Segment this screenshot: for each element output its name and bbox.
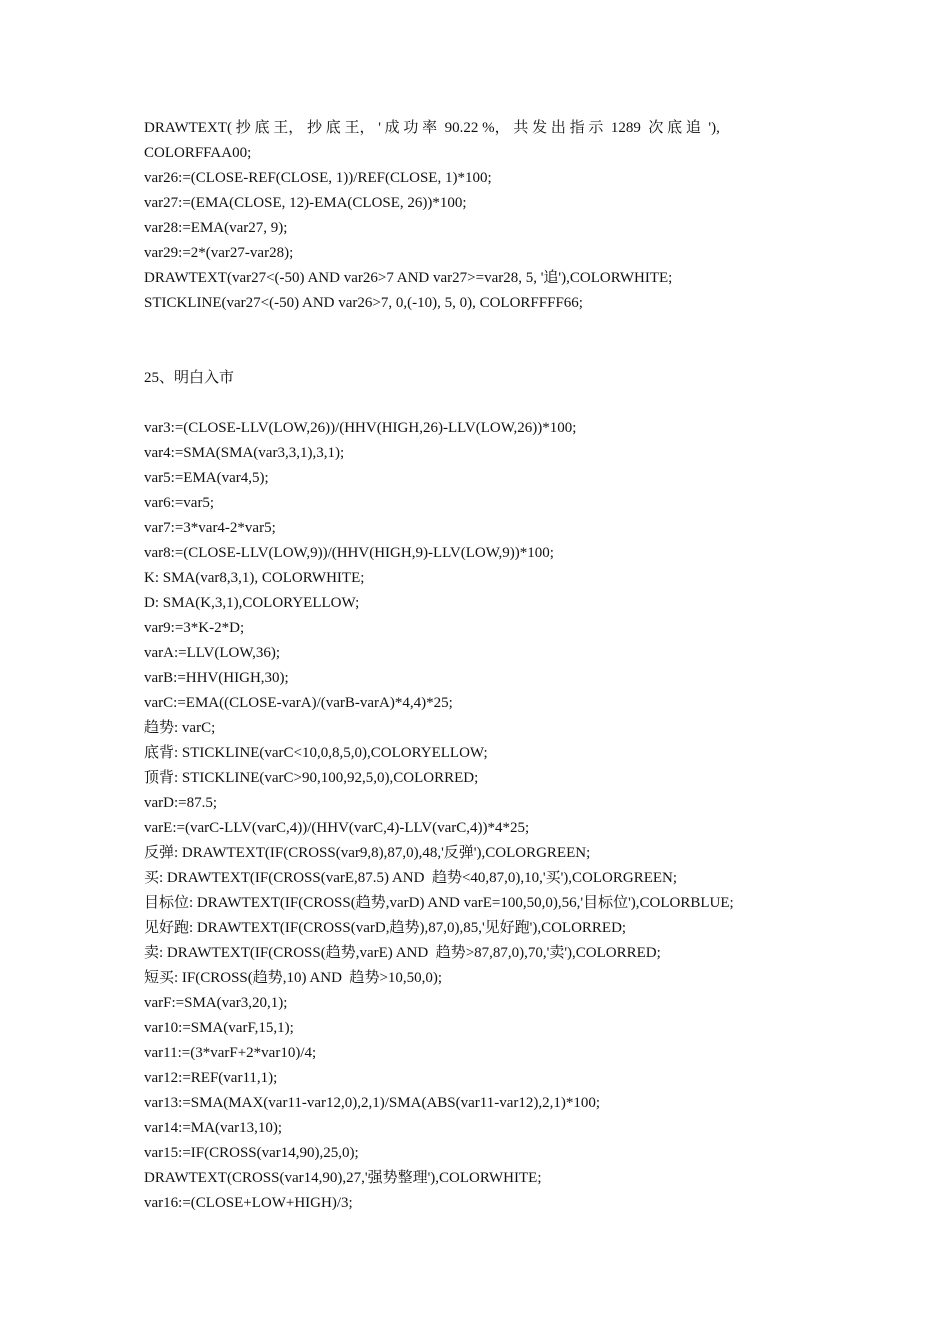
code-line: 目标位: DRAWTEXT(IF(CROSS(趋势,varD) AND varE=100,50,0),56,'目标位'),COLORBLUE; xyxy=(144,895,734,911)
code-line: var10:=SMA(varF,15,1); xyxy=(144,1020,294,1036)
code-line: DRAWTEXT(CROSS(var14,90),27,'强势整理'),COLORWHITE; xyxy=(144,1170,542,1186)
code-line: var29:=2*(var27-var28); xyxy=(144,245,294,261)
code-line: DRAWTEXT(var27<(-50) AND var26>7 AND var27>=var28, 5, '追'),COLORWHITE; xyxy=(144,270,673,286)
code-line: var7:=3*var4-2*var5; xyxy=(144,520,276,536)
code-line: var4:=SMA(SMA(var3,3,1),3,1); xyxy=(144,445,345,461)
code-line: 趋势: varC; xyxy=(144,720,216,736)
code-line: var8:=(CLOSE-LLV(LOW,9))/(HHV(HIGH,9)-LLV(LOW,9))*100; xyxy=(144,545,554,561)
code-line: var3:=(CLOSE-LLV(LOW,26))/(HHV(HIGH,26)-LLV(LOW,26))*100; xyxy=(144,420,577,436)
code-line: varE:=(varC-LLV(varC,4))/(HHV(varC,4)-LLV(varC,4))*4*25; xyxy=(144,820,530,836)
code-line: var5:=EMA(var4,5); xyxy=(144,470,269,486)
code-line: 短买: IF(CROSS(趋势,10) AND 趋势>10,50,0); xyxy=(144,970,443,986)
code-line: var13:=SMA(MAX(var11-var12,0),2,1)/SMA(ABS(var11-var12),2,1)*100; xyxy=(144,1095,601,1111)
code-line: var12:=REF(var11,1); xyxy=(144,1070,278,1086)
section-heading: 25、明白入市 xyxy=(144,370,235,386)
code-line: varD:=87.5; xyxy=(144,795,218,811)
code-line: var11:=(3*varF+2*var10)/4; xyxy=(144,1045,317,1061)
code-line: var16:=(CLOSE+LOW+HIGH)/3; xyxy=(144,1195,353,1211)
code-line: var28:=EMA(var27, 9); xyxy=(144,220,288,236)
code-line: 反弹: DRAWTEXT(IF(CROSS(var9,8),87,0),48,'反弹'),COLORGREEN; xyxy=(144,845,591,861)
code-line: var9:=3*K-2*D; xyxy=(144,620,245,636)
code-line: varB:=HHV(HIGH,30); xyxy=(144,670,289,686)
code-line: varA:=LLV(LOW,36); xyxy=(144,645,281,661)
code-line: COLORFFAA00; xyxy=(144,145,252,161)
code-line: varC:=EMA((CLOSE-varA)/(varB-varA)*4,4)*25; xyxy=(144,695,453,711)
code-line: varF:=SMA(var3,20,1); xyxy=(144,995,288,1011)
code-line: 见好跑: DRAWTEXT(IF(CROSS(varD,趋势),87,0),85,'见好跑'),COLORRED; xyxy=(144,920,627,936)
code-line: var27:=(EMA(CLOSE, 12)-EMA(CLOSE, 26))*100; xyxy=(144,195,467,211)
code-line-text: DRAWTEXT( 抄 底 王， 抄 底 王， ' 成 功 率 90.22 %， 共 发 出 指 示 1289 次 底 追 '), xyxy=(144,120,720,136)
code-line: STICKLINE(var27<(-50) AND var26>7, 0,(-10), 5, 0), COLORFFFF66; xyxy=(144,295,583,311)
code-line xyxy=(144,118,808,138)
code-line: 底背: STICKLINE(varC<10,0,8,5,0),COLORYELLOW; xyxy=(144,745,488,761)
code-line: var6:=var5; xyxy=(144,495,215,511)
code-line: 买: DRAWTEXT(IF(CROSS(varE,87.5) AND 趋势<40,87,0),10,'买'),COLORGREEN; xyxy=(144,870,678,886)
code-line: D: SMA(K,3,1),COLORYELLOW; xyxy=(144,595,360,611)
code-line: 顶背: STICKLINE(varC>90,100,92,5,0),COLORRED; xyxy=(144,770,479,786)
code-line: var26:=(CLOSE-REF(CLOSE, 1))/REF(CLOSE, 1)*100; xyxy=(144,170,492,186)
code-line: var14:=MA(var13,10); xyxy=(144,1120,283,1136)
code-line: var15:=IF(CROSS(var14,90),25,0); xyxy=(144,1145,359,1161)
code-line: 卖: DRAWTEXT(IF(CROSS(趋势,varE) AND 趋势>87,87,0),70,'卖'),COLORRED; xyxy=(144,945,661,961)
code-line: K: SMA(var8,3,1), COLORWHITE; xyxy=(144,570,365,586)
